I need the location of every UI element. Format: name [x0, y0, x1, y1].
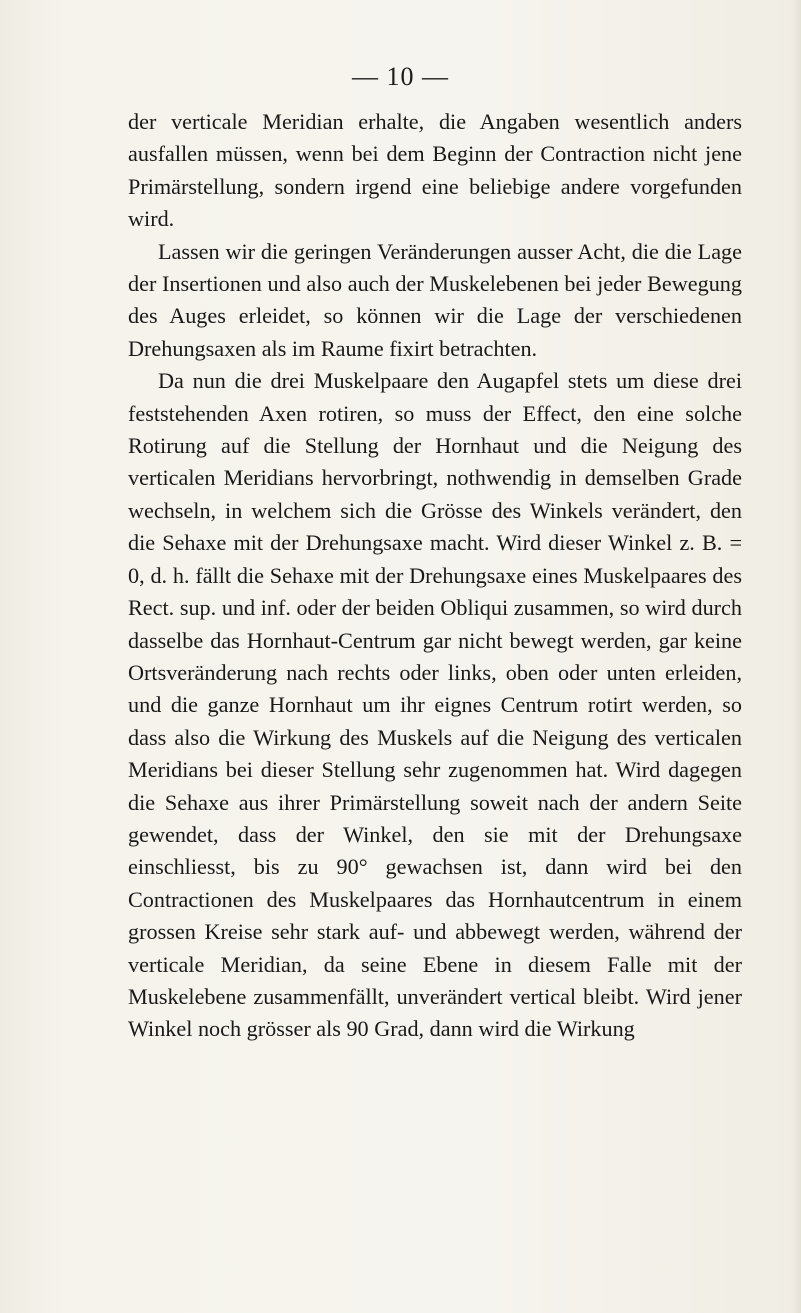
paragraph-3: Da nun die drei Muskelpaare den Augapfel stets um diese drei feststehenden Axen rotiren, so muss der Effect, den eine solche Rotirung auf die Stellung der Hornhaut und die Neigung des verticalen Meridians hervorbringt, nothwendig in demselben Grade wechseln, in welchem sich die Grösse des Winkels verändert, den die Sehaxe mit der Drehungsaxe macht. Wird dieser Winkel z. B. = 0, d. h. fällt die Sehaxe mit der Drehungsaxe eines Muskelpaares des Rect. sup. und inf. oder der beiden Obliqui zusammen, so wird durch dasselbe das Hornhaut-Centrum gar nicht bewegt werden, gar keine Ortsveränderung nach rechts oder links, oben oder unten erleiden, und die ganze Hornhaut um ihr eignes Centrum rotirt werden, so dass also die Wirkung des Muskels auf die Neigung des verticalen Meridians bei dieser Stellung sehr zugenommen hat. Wird dagegen die Sehaxe aus ihrer Primärstellung soweit nach der andern Seite gewendet, dass der Winkel, den sie mit der Drehungsaxe einschliesst, bis zu 90° gewachsen ist, dann wird bei den Contractionen des Muskelpaares das Hornhautcentrum in einem grossen Kreise sehr stark auf- und abbewegt werden, während der verticale Meridian, da seine Ebene in diesem Falle mit der Muskelebene zusammenfällt, unverändert vertical bleibt. Wird jener Winkel noch grösser als 90 Grad, dann wird die Wirkung [128, 368, 742, 1042]
paragraph-2: Lassen wir die geringen Veränderungen ausser Acht, die die Lage der Insertionen und also auch der Muskelebenen bei jeder Bewegung des Auges erleidet, so können wir die Lage der verschiedenen Drehungsaxen als im Raume fixirt betrachten. [128, 238, 742, 361]
body-text [128, 106, 742, 1046]
page-number: — 10 — [352, 62, 449, 91]
page-edge-shadow [791, 0, 801, 1313]
paragraph-1: der verticale Meridian erhalte, die Angaben wesentlich anders ausfallen müssen, wenn bei dem Beginn der Contraction nicht jene Primärstellung, sondern irgend eine beliebige andere vorgefunden wird. [128, 109, 742, 232]
